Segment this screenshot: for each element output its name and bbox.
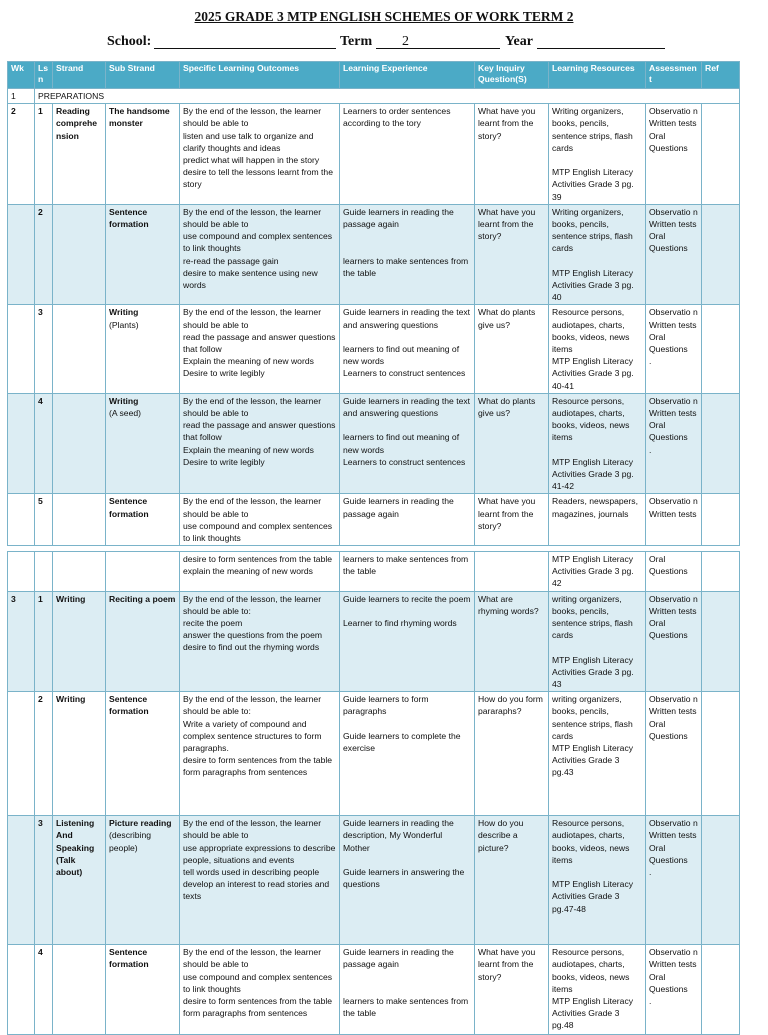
- strand-cell: [53, 305, 106, 393]
- resources-cell-line: MTP English Literacy Activities Grade 3 pg. 43: [552, 654, 634, 690]
- experience-cell-line: Guide learners in reading the passage again: [343, 947, 454, 970]
- outcomes-cell-line: By the end of the lesson, the learner should be able to: [183, 106, 322, 129]
- substrand-title: Writing: [109, 307, 139, 318]
- assessment-cell: [646, 494, 702, 546]
- table-row: [8, 104, 740, 205]
- lesson-cell: 2: [35, 692, 53, 816]
- resources-cell: [549, 204, 646, 305]
- assessment-cell: [646, 552, 702, 592]
- assessment-cell-line: Observatio n: [649, 694, 698, 705]
- lesson-cell: 5: [35, 494, 53, 546]
- outcomes-cell-line: By the end of the lesson, the learner should be able to: [183, 206, 322, 230]
- assessment-cell-line: Observatio n: [649, 106, 698, 117]
- experience-cell-line: Guide learners in reading the text and answering questions: [343, 395, 471, 419]
- assessment-cell: [646, 104, 702, 205]
- resources-cell-line: Resource persons, audiotapes, charts, books, videos, news items: [552, 395, 630, 443]
- assessment-cell-line: Written tests: [649, 605, 697, 616]
- assessment-cell-line: Observatio n: [649, 206, 698, 217]
- outcomes-cell-line: form paragraphs from sentences: [183, 1008, 308, 1019]
- experience-cell-line: Learner to find rhyming words: [343, 618, 457, 628]
- strand-cell: [53, 552, 106, 592]
- experience-cell-line: Guide learners in reading the passage again: [343, 206, 454, 230]
- assessment-cell-line: Oral Questions: [649, 331, 688, 355]
- resources-cell-line: MTP English Literacy Activities Grade 3 pg. 40: [552, 267, 634, 303]
- substrand-title: The handsome monster: [109, 106, 170, 129]
- resources-cell-line: [552, 866, 642, 878]
- preparations-row: [8, 89, 740, 104]
- inquiry-cell: What have you learnt from the story?: [475, 494, 549, 546]
- inquiry-cell: What do plants give us?: [475, 393, 549, 494]
- resources-cell: [549, 816, 646, 945]
- outcomes-cell-line: By the end of the lesson, the learner should be able to: [183, 395, 322, 419]
- substrand-title: Sentence formation: [109, 694, 149, 717]
- substrand-cell: [106, 104, 180, 205]
- outcomes-cell: [180, 816, 340, 945]
- outcomes-cell-line: By the end of the lesson, the learner should be able to: [183, 947, 322, 970]
- column-header: Learning Experience: [340, 62, 475, 89]
- outcomes-cell-line: predict what will happen in the story: [183, 155, 320, 166]
- week-cell: [8, 945, 35, 1035]
- assessment-cell-line: Written tests: [649, 219, 697, 230]
- substrand-cell: [106, 494, 180, 546]
- assessment-cell: [646, 393, 702, 494]
- outcomes-cell-line: By the end of the lesson, the learner should be able to: [183, 496, 322, 519]
- experience-cell-line: Learners to order sentences according to the tory: [343, 106, 451, 129]
- inquiry-cell: What are rhyming words?: [475, 591, 549, 692]
- outcomes-cell: [180, 494, 340, 546]
- term-value: 2: [402, 34, 409, 49]
- lesson-cell: 1: [35, 591, 53, 692]
- ref-cell: [702, 104, 740, 205]
- experience-cell-line: Guide learners in answering the questions: [343, 867, 465, 890]
- resources-cell-line: [552, 444, 642, 456]
- resources-cell-line: MTP English Literacy Activities Grade 3 pg. 41-42: [552, 456, 634, 492]
- resources-cell-line: MTP English Literacy Activities Grade 3 pg.48: [552, 996, 634, 1031]
- assessment-cell-line: Observatio n: [649, 593, 698, 604]
- substrand-title: Picture reading: [109, 818, 172, 829]
- assessment-cell-line: Oral Questions: [649, 130, 688, 153]
- school-label: School:: [107, 34, 152, 49]
- assessment-cell-line: Written tests: [649, 118, 697, 129]
- outcomes-cell-line: Write a variety of compound and complex sentence structures to form paragraphs.: [183, 718, 322, 754]
- substrand-cell: [106, 204, 180, 305]
- table-row: [8, 816, 740, 945]
- experience-cell: [340, 204, 475, 305]
- assessment-cell-line: Written tests: [649, 408, 697, 419]
- resources-cell-line: Writing organizers, books, pencils, sentence strips, flash cards: [552, 206, 633, 254]
- experience-cell-line: learners to make sentences from the table: [343, 255, 469, 278]
- ref-cell: [702, 204, 740, 305]
- outcomes-cell-line: Explain the meaning of new words: [183, 444, 314, 455]
- experience-cell-line: Guide learners to form paragraphs: [343, 694, 429, 717]
- substrand-cell: [106, 816, 180, 945]
- lesson-cell: 4: [35, 945, 53, 1035]
- column-header: Sub Strand: [106, 62, 180, 89]
- column-header: Ref: [702, 62, 740, 89]
- week-cell: [8, 204, 35, 305]
- outcomes-cell-line: By the end of the lesson, the learner should be able to:: [183, 593, 322, 616]
- strand-cell: Writing: [53, 692, 106, 816]
- resources-cell-line: writing organizers, books, pencils, sentence strips, flash cards: [552, 593, 633, 641]
- resources-cell-line: MTP English Literacy Activities Grade 3 pg. 39: [552, 167, 634, 202]
- prep-text: PREPARATIONS: [35, 89, 740, 104]
- outcomes-cell-line: recite the poem: [183, 618, 243, 629]
- column-header: Ls n: [35, 62, 53, 89]
- lesson-cell: 3: [35, 816, 53, 945]
- experience-cell-line: Guide learners in reading the text and answering questions: [343, 307, 471, 330]
- lesson-cell: 2: [35, 204, 53, 305]
- ref-cell: [702, 816, 740, 945]
- experience-cell-line: [343, 230, 471, 242]
- strand-cell: Listening And Speaking (Talk about): [53, 816, 106, 945]
- assessment-cell-line: Observatio n: [649, 307, 698, 318]
- experience-cell-line: Learners to construct sentences: [343, 456, 466, 467]
- outcomes-cell-line: Explain the meaning of new words: [183, 356, 314, 367]
- term-blank-line: [376, 34, 500, 49]
- ref-cell: [702, 393, 740, 494]
- outcomes-cell-line: use compound and complex sentences to link thoughts: [183, 971, 333, 994]
- ref-cell: [702, 552, 740, 592]
- week-cell: [8, 692, 35, 816]
- experience-cell: [340, 305, 475, 393]
- schemes-table-page2: [7, 551, 740, 1035]
- resources-cell: [549, 393, 646, 494]
- resources-cell-line: MTP English Literacy Activities Grade 3 pg.43: [552, 743, 634, 778]
- experience-cell-line: Guide learners in reading the description, My Wonderful Mother: [343, 818, 454, 853]
- assessment-cell-line: Oral Questions: [649, 718, 688, 741]
- table-header-row: [8, 62, 740, 89]
- resources-cell: [549, 692, 646, 816]
- table-row: [8, 393, 740, 494]
- experience-cell-line: Guide learners in reading the passage again: [343, 496, 454, 519]
- assessment-cell-line: Observatio n: [649, 395, 698, 406]
- experience-cell: [340, 104, 475, 205]
- outcomes-cell-line: develop an interest to read stories and texts: [183, 879, 330, 902]
- week-cell: [8, 305, 35, 393]
- table-row: [8, 204, 740, 305]
- table-row: [8, 552, 740, 592]
- lesson-cell: 4: [35, 393, 53, 494]
- table-row: [8, 494, 740, 546]
- strand-cell: [53, 393, 106, 494]
- assessment-cell-line: Oral Questions: [649, 554, 688, 577]
- substrand-cell: [106, 305, 180, 393]
- experience-cell: [340, 945, 475, 1035]
- experience-cell-line: [343, 242, 471, 254]
- outcomes-cell-line: desire to tell the lessons learnt from the story: [183, 167, 333, 190]
- outcomes-cell-line: re-read the passage gain: [183, 255, 279, 266]
- outcomes-cell-line: use appropriate expressions to describe people, situations and events: [183, 842, 336, 865]
- substrand-cell: [106, 945, 180, 1035]
- school-field: [107, 34, 151, 50]
- substrand-title: Sentence formation: [109, 947, 149, 970]
- experience-cell: [340, 552, 475, 592]
- experience-cell: [340, 816, 475, 945]
- lesson-cell: 3: [35, 305, 53, 393]
- experience-cell-line: learners to find out meaning of new words: [343, 344, 460, 367]
- strand-cell: [53, 945, 106, 1035]
- outcomes-cell-line: Desire to write legibly: [183, 456, 265, 467]
- strand-cell: Reading comprehe nsion: [53, 104, 106, 205]
- resources-cell: [549, 305, 646, 393]
- resources-cell-line: Resource persons, audiotapes, charts, books, videos, news items: [552, 307, 630, 355]
- assessment-cell-line: Observatio n: [649, 947, 698, 958]
- inquiry-cell: [475, 552, 549, 592]
- substrand-note: (describing people): [109, 830, 152, 853]
- ref-cell: [702, 692, 740, 816]
- outcomes-cell-line: use compound and complex sentences to link thoughts: [183, 231, 333, 254]
- lesson-cell: [35, 552, 53, 592]
- outcomes-cell-line: explain the meaning of new words: [183, 566, 313, 577]
- assessment-cell-line: Written tests: [649, 319, 697, 330]
- resources-cell: [549, 945, 646, 1035]
- resources-cell: [549, 494, 646, 546]
- assessment-cell: [646, 591, 702, 692]
- assessment-cell-line: .: [649, 867, 652, 878]
- assessment-cell-line: Oral Questions: [649, 420, 688, 443]
- assessment-cell-line: Written tests: [649, 959, 697, 970]
- assessment-cell-line: Observatio n: [649, 496, 698, 507]
- outcomes-cell-line: desire to form sentences from the table: [183, 996, 333, 1007]
- experience-cell-line: [343, 419, 471, 431]
- assessment-cell-line: Written tests: [649, 706, 697, 717]
- outcomes-cell: [180, 945, 340, 1035]
- assessment-cell: [646, 816, 702, 945]
- outcomes-cell-line: form paragraphs from sentences: [183, 767, 308, 778]
- resources-cell-line: [552, 255, 642, 267]
- week-cell: 3: [8, 591, 35, 692]
- resources-cell-line: writing organizers, books, pencils, sentence strips, flash cards: [552, 694, 633, 741]
- outcomes-cell: [180, 393, 340, 494]
- column-header: Learning Resources: [549, 62, 646, 89]
- assessment-cell-line: Oral Questions: [649, 618, 688, 641]
- experience-cell-line: [343, 971, 471, 983]
- term-label: Term: [340, 34, 373, 49]
- ref-cell: [702, 591, 740, 692]
- table-row: [8, 945, 740, 1035]
- resources-cell-line: Resource persons, audiotapes, charts, books, videos, news items: [552, 947, 630, 994]
- substrand-note: (Plants): [109, 319, 139, 330]
- assessment-cell-line: .: [649, 444, 652, 455]
- assessment-cell-line: Observatio n: [649, 818, 698, 829]
- outcomes-cell: [180, 104, 340, 205]
- assessment-cell-line: Oral Questions: [649, 231, 688, 254]
- column-header: Specific Learning Outcomes: [180, 62, 340, 89]
- strand-cell: [53, 494, 106, 546]
- assessment-cell-line: .: [649, 356, 652, 367]
- resources-cell: [549, 552, 646, 592]
- outcomes-cell-line: read the passage and answer questions that follow: [183, 420, 336, 443]
- week-cell: [8, 816, 35, 945]
- assessment-cell: [646, 945, 702, 1035]
- inquiry-cell: How do you form pararaphs?: [475, 692, 549, 816]
- substrand-cell: [106, 591, 180, 692]
- assessment-cell: [646, 305, 702, 393]
- document-title: 2025 GRADE 3 MTP ENGLISH SCHEMES OF WORK TERM 2: [194, 9, 574, 24]
- assessment-cell: [646, 204, 702, 305]
- outcomes-cell-line: By the end of the lesson, the learner should be able to: [183, 818, 322, 841]
- outcomes-cell: [180, 305, 340, 393]
- experience-cell-line: Guide learners to recite the poem: [343, 593, 471, 604]
- outcomes-cell-line: By the end of the lesson, the learner should be able to:: [183, 694, 322, 717]
- strand-cell: [53, 204, 106, 305]
- assessment-cell-line: .: [649, 996, 652, 1007]
- outcomes-cell: [180, 591, 340, 692]
- inquiry-cell: What have you learnt from the story?: [475, 945, 549, 1035]
- experience-cell: [340, 692, 475, 816]
- assessment-cell-line: Oral Questions: [649, 842, 688, 865]
- substrand-title: Sentence formation: [109, 496, 149, 519]
- experience-cell-line: Learners to construct sentences: [343, 368, 466, 379]
- experience-cell-line: Guide learners to complete the exercise: [343, 730, 461, 754]
- schemes-table-page1: [7, 61, 740, 546]
- experience-cell-line: [343, 718, 471, 730]
- outcomes-cell-line: Desire to write legibly: [183, 368, 265, 379]
- resources-cell-line: Readers, newspapers, magazines, journals: [552, 496, 638, 519]
- experience-cell-line: [343, 331, 471, 343]
- resources-cell: [549, 104, 646, 205]
- outcomes-cell-line: read the passage and answer questions that follow: [183, 331, 336, 355]
- outcomes-cell-line: desire to form sentences from the table: [183, 755, 333, 766]
- experience-cell: [340, 591, 475, 692]
- resources-cell-line: MTP English Literacy Activities Grade 3 pg. 40-41: [552, 356, 634, 391]
- inquiry-cell: What have you learnt from the story?: [475, 204, 549, 305]
- week-cell: [8, 393, 35, 494]
- week-cell: [8, 552, 35, 592]
- experience-cell-line: learners to find out meaning of new words: [343, 432, 460, 455]
- column-header: Wk: [8, 62, 35, 89]
- outcomes-cell: [180, 552, 340, 592]
- outcomes-cell-line: answer the questions from the poem: [183, 630, 323, 641]
- resources-cell-line: MTP English Literacy Activities Grade 3 pg. 42: [552, 554, 634, 589]
- outcomes-cell: [180, 204, 340, 305]
- experience-cell: [340, 393, 475, 494]
- substrand-note: (A seed): [109, 408, 142, 419]
- resources-cell-line: [552, 641, 642, 653]
- assessment-cell: [646, 692, 702, 816]
- assessment-cell-line: Written tests: [649, 508, 697, 519]
- ref-cell: [702, 945, 740, 1035]
- outcomes-cell-line: listen and use talk to organize and clarify thoughts and ideas: [183, 130, 314, 153]
- assessment-cell-line: Written tests: [649, 830, 697, 841]
- assessment-cell-line: Oral Questions: [649, 971, 688, 994]
- outcomes-cell-line: By the end of the lesson, the learner should be able to: [183, 307, 322, 330]
- experience-cell-line: learners to make sentences from the table: [343, 996, 469, 1019]
- week-cell: 2: [8, 104, 35, 205]
- year-label: Year: [505, 34, 533, 49]
- outcomes-cell-line: desire to form sentences from the table: [183, 554, 333, 564]
- substrand-cell: [106, 393, 180, 494]
- experience-cell-line: [343, 983, 471, 995]
- inquiry-cell: What have you learnt from the story?: [475, 104, 549, 205]
- experience-cell: [340, 494, 475, 546]
- substrand-title: Reciting a poem: [109, 593, 176, 604]
- column-header: Strand: [53, 62, 106, 89]
- lesson-cell: 1: [35, 104, 53, 205]
- substrand-title: Sentence formation: [109, 206, 149, 230]
- substrand-cell: [106, 552, 180, 592]
- experience-cell-line: [343, 854, 471, 866]
- year-blank-line: [537, 34, 665, 49]
- resources-cell-line: Resource persons, audiotapes, charts, books, videos, news items: [552, 818, 630, 865]
- outcomes-cell-line: use compound and complex sentences to link thoughts: [183, 520, 333, 544]
- ref-cell: [702, 305, 740, 393]
- substrand-title: Writing: [109, 395, 139, 406]
- outcomes-cell: [180, 692, 340, 816]
- school-blank-line: [154, 34, 336, 49]
- outcomes-cell-line: desire to make sentence using new words: [183, 267, 318, 291]
- strand-cell: Writing: [53, 591, 106, 692]
- week-cell: [8, 494, 35, 546]
- outcomes-cell-line: desire to find out the rhyming words: [183, 642, 320, 653]
- experience-cell-line: learners to make sentences from the table: [343, 554, 469, 577]
- outcomes-cell-line: tell words used in describing people: [183, 867, 320, 878]
- experience-cell-line: [343, 605, 471, 617]
- table-row: [8, 692, 740, 816]
- substrand-cell: [106, 692, 180, 816]
- column-header: Key Inquiry Question(S): [475, 62, 549, 89]
- resources-cell-line: MTP English Literacy Activities Grade 3 pg.47-48: [552, 879, 634, 914]
- resources-cell: [549, 591, 646, 692]
- table-row: [8, 305, 740, 393]
- table-row: [8, 591, 740, 692]
- ref-cell: [702, 494, 740, 546]
- resources-cell-line: Writing organizers, books, pencils, sentence strips, flash cards: [552, 106, 633, 153]
- inquiry-cell: What do plants give us?: [475, 305, 549, 393]
- inquiry-cell: How do you describe a picture?: [475, 816, 549, 945]
- resources-cell-line: [552, 154, 642, 166]
- prep-week: 1: [8, 89, 35, 104]
- column-header: Assessmen t: [646, 62, 702, 89]
